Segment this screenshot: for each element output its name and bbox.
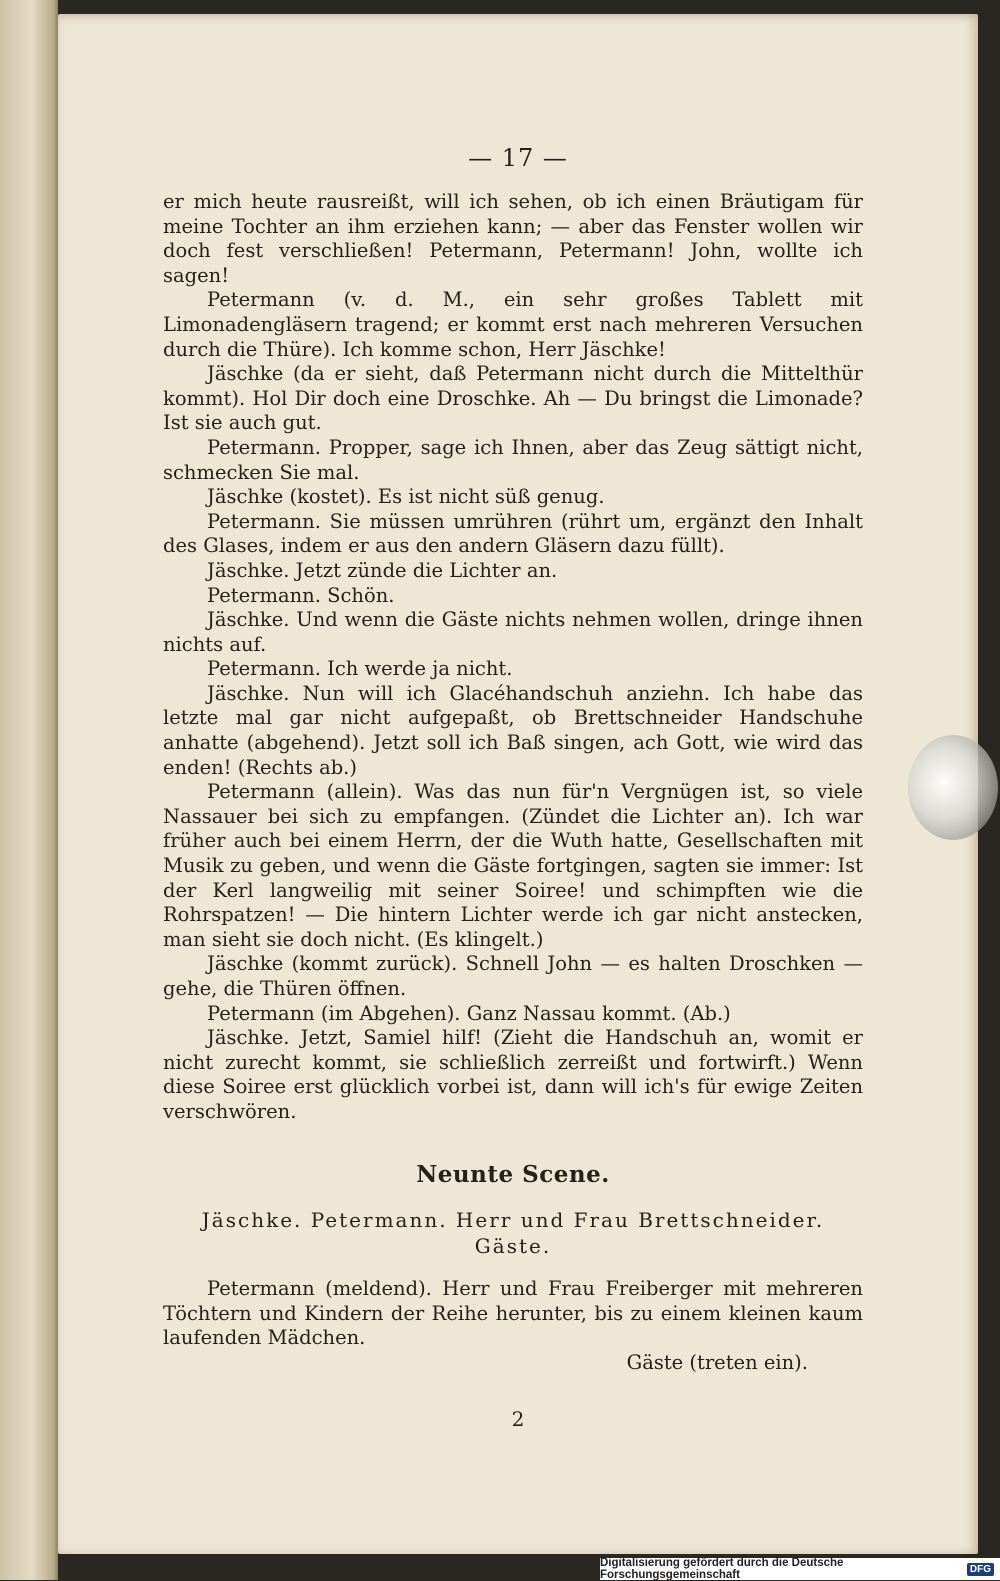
paragraph: Petermann (meldend). Herr und Frau Freiberger mit mehreren Töchtern und Kindern der Reihe herunter, bis zu einem kleinen kaum laufenden Mädchen. (163, 1277, 863, 1350)
glass-weight-reflection (908, 735, 998, 840)
paragraph: Jäschke (kommt zurück). Schnell John — es halten Droschken — gehe, die Thüren öffnen. (163, 952, 863, 1000)
dfg-logo: DFG (967, 1563, 994, 1576)
paragraph: Petermann. Ich werde ja nicht. (207, 657, 513, 681)
footer-text: Digitalisierung gefördert durch die Deutsche Forschungsgemeinschaft (600, 1557, 844, 1581)
page-number: — 17 — (468, 144, 568, 172)
cast-list: Gäste. (474, 1234, 552, 1259)
paragraph: Petermann (allein). Was das nun für'n Vergnügen ist, so viele Nassauer bei sich zu empfangen. (Zündet die Lichter an). Ich war früher auch bei einem Herrn, der die Wuth hatte, Gesellschaften mit Musik zu geben, und wenn die Gäste fortgingen, sagten sie immer: Ist der Kerl langweilig mit seiner Soiree! und schimpften wie die Rohrspatzen! — Die hintern Lichter werde ich gar nicht anstecken, man sieht sie doch nicht. (Es klingelt.) (163, 780, 863, 951)
scene-heading: Neunte Scene. (416, 1160, 610, 1188)
paragraph: Gäste (treten ein). (626, 1350, 808, 1374)
book-page (58, 14, 978, 1554)
paragraph: Petermann. Sie müssen umrühren (rührt um, ergänzt den Inhalt des Glases, indem er aus den andern Gläsern dazu füllt). (163, 509, 863, 558)
signature-mark: 2 (511, 1407, 525, 1431)
paragraph: Petermann (v. d. M., ein sehr großes Tablett mit Limonadengläsern tragend; er kommt erst nach mehreren Versuchen durch die Thüre). Ich komme schon, Herr Jäschke! (163, 288, 863, 361)
footer-credit (600, 1558, 1000, 1580)
paragraph: er mich heute rausreißt, will ich sehen, ob ich einen Bräutigam für meine Tochter an ihm erziehen kann; — aber das Fenster wollen wir doch fest verschließen! Petermann, Petermann! John, wollte ich sagen! (163, 190, 863, 287)
paragraph: Petermann (im Abgehen). Ganz Nassau kommt. (Ab.) (207, 1001, 731, 1025)
paragraph: Jäschke. Nun will ich Glacéhandschuh anziehn. Ich habe das letzte mal gar nicht aufgepaßt, ob Brettschneider Handschuhe anhatte (abgehend). Jetzt soll ich Baß singen, ach Gott, wie wird das enden! (Rechts ab.) (163, 681, 863, 779)
left-page-edge (0, 0, 58, 1580)
paragraph: Jäschke. Jetzt, Samiel hilf! (Zieht die Handschuh an, womit er nicht zurecht kommt, sie schließlich zerreißt und fortwirft.) Wenn diese Soiree erst glücklich vorbei ist, dann will ich's für ewige Zeiten verschwören. (163, 1026, 863, 1123)
paragraph: Jäschke (kostet). Es ist nicht süß genug. (207, 485, 605, 509)
body-text (163, 190, 863, 1376)
paragraph: Jäschke. Und wenn die Gäste nichts nehmen wollen, dringe ihnen nichts auf. (163, 608, 863, 656)
paragraph: Petermann. Propper, sage ich Ihnen, aber das Zeug sättigt nicht, schmecken Sie mal. (163, 435, 863, 484)
cast-list: Jäschke. Petermann. Herr und Frau Brettschneider. (201, 1208, 825, 1233)
paragraph: Petermann. Schön. (207, 583, 395, 607)
paragraph: Jäschke (da er sieht, daß Petermann nicht durch die Mittelthür kommt). Hol Dir doch eine Droschke. Ah — Du bringst die Limonade? Ist sie auch gut. (163, 362, 863, 435)
paragraph: Jäschke. Jetzt zünde die Lichter an. (207, 558, 558, 582)
